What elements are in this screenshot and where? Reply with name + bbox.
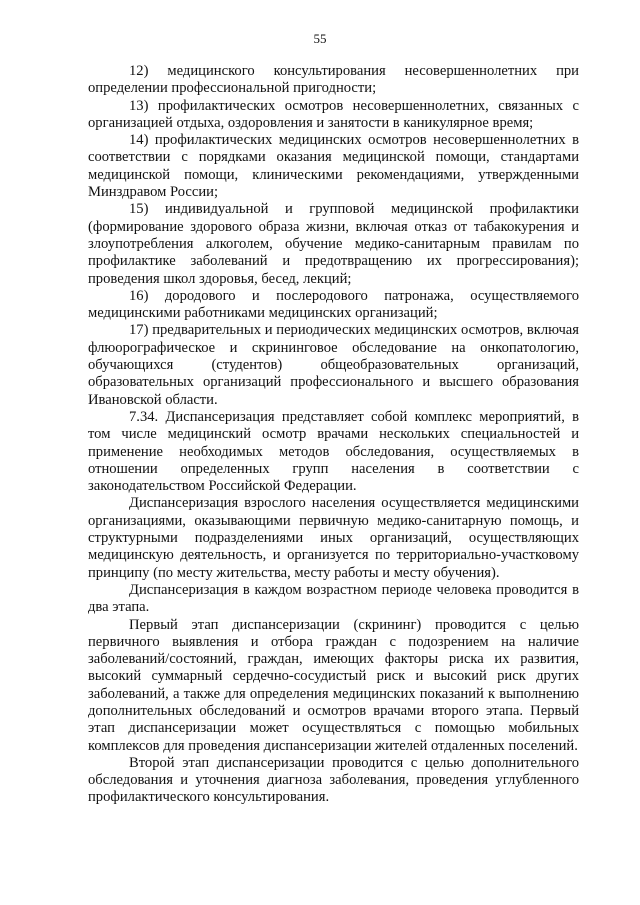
document-body — [88, 63, 579, 807]
first-stage-paragraph: Первый этап диспансеризации (скрининг) проводится с целью первичного выявления и отбора граждан с подозрением на наличие заболеваний/состояний, граждан, имеющих факторы риска их развития, высокий суммарный сердечно-сосудистый риск и высокий риск других заболеваний, а также для определения медицинских показаний к выполнению дополнительных обследований и осмотров врачами второго этапа. Первый этап диспансеризации может осуществляться с помощью мобильных комплексов для проведения диспансеризации жителей отдаленных поселений. — [88, 616, 579, 754]
list-item-15: 15) индивидуальной и групповой медицинской профилактики (формирование здорового образа жизни, включая отказ от табакокурения и злоупотребления алкоголем, обучение медико-санитарным правилам по профилактике заболеваний и предотвращению их прогрессирования); проведения школ здоровья, бесед, лекций; — [88, 201, 579, 287]
list-item-14: 14) профилактических медицинских осмотров несовершеннолетних в соответствии с порядками оказания медицинской помощи, стандартами медицинской помощи, клиническими рекомендациями, утвержденными Минздравом России; — [88, 132, 579, 201]
list-item-16: 16) дородового и послеродового патронажа, осуществляемого медицинскими работниками медицинских организаций; — [88, 287, 579, 322]
list-item-13: 13) профилактических осмотров несовершеннолетних, связанных с организацией отдыха, оздоровления и занятости в каникулярное время; — [88, 97, 579, 131]
list-item-17: 17) предварительных и периодических медицинских осмотров, включая флюорографическое и скрининговое обследование на онкопатологию, обучающихся (студентов) общеобразовательных организаций, образовательных организаций профессионального и высшего образования Ивановской области. — [88, 322, 579, 408]
adult-dispensarization-paragraph: Диспансеризация взрослого населения осуществляется медицинскими организациями, оказывающими первичную медико-санитарную помощь, и структурными подразделениями иных организаций, осуществляющих медицинскую деятельность, и организуется по территориально-участковому принципу (по месту жительства, месту работы и месту обучения). — [88, 495, 579, 581]
second-stage-paragraph: Второй этап диспансеризации проводится с целью дополнительного обследования и уточнения диагноза заболевания, проведения углубленного профилактического консультирования. — [88, 754, 579, 806]
page-number: 55 — [313, 31, 327, 46]
list-item-12: 12) медицинского консультирования несовершеннолетних при определении профессиональной пригодности; — [88, 63, 579, 97]
two-stages-paragraph: Диспансеризация в каждом возрастном периоде человека проводится в два этапа. — [88, 581, 579, 616]
section-7-34-paragraph: 7.34. Диспансеризация представляет собой комплекс мероприятий, в том числе медицинский осмотр врачами нескольких специальностей и применение необходимых методов обследования, осуществляемых в отношении определенных групп населения в соответствии с законодательством Российской Федерации. — [88, 408, 579, 495]
